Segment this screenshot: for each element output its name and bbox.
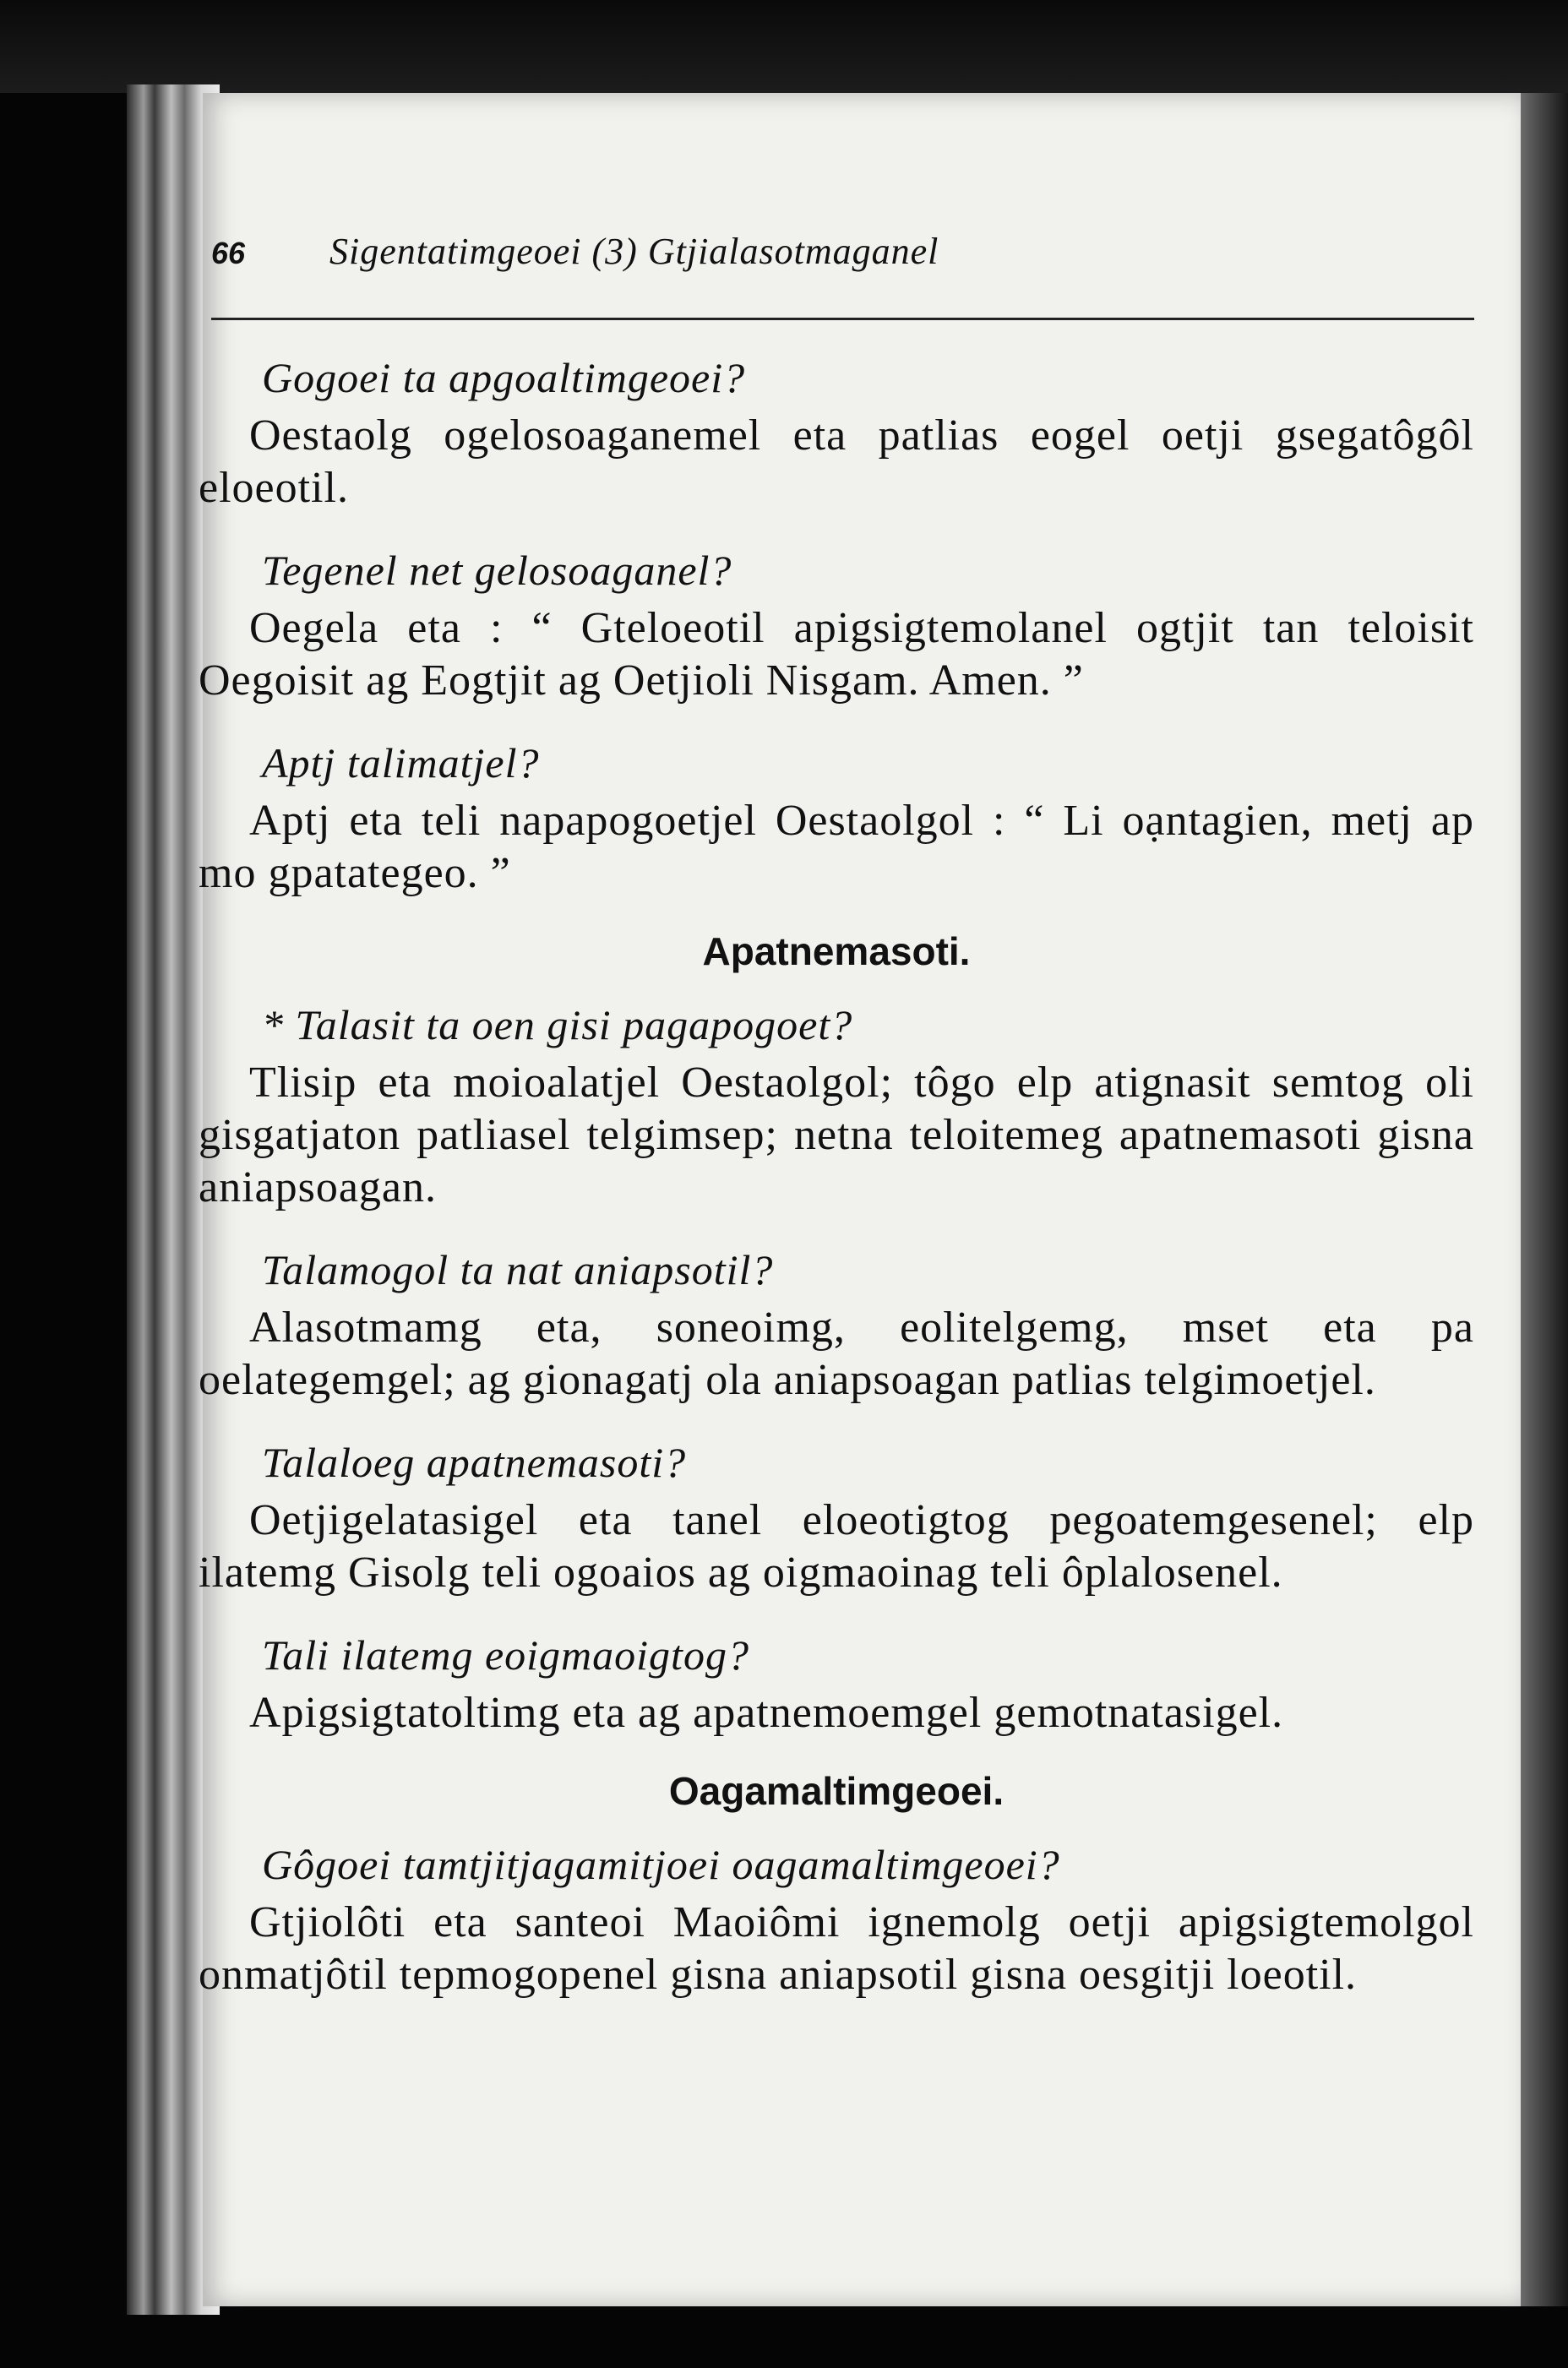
answer: Aptj eta teli napapogoetjel Oestaolgol : “ Li oạntagien, metj ap mo gpatategeo. ”	[199, 797, 1474, 897]
question: Tali ilatemg eoigmaoigtog?	[262, 1631, 749, 1679]
answer: Gtjiolôti eta santeoi Maoiômi ignemolg oetji apigsigtemolgol onmatjôtil tepmogopenel gisna aniapsotil gisna oesgitji loeotil.	[199, 1898, 1474, 1999]
scan-top-border	[0, 0, 1568, 93]
answer: Oetjigelatasigel eta tanel eloeotigtog pegoatemgesenel; elp ilatemg Gisolg teli ogoaios ag oigmaoinag teli ôplalosenel.	[199, 1496, 1474, 1597]
answer: Tlisip eta moioalatjel Oestaolgol; tôgo elp atignasit semtog oli gisgatjaton patliasel telgimsep; netna teloitemeg apatnemasoti gisna aniapsoagan.	[199, 1059, 1474, 1211]
question: Gôgoei tamtjitjagamitjoei oagamaltimgeoei?	[262, 1841, 1060, 1888]
question: Tegenel net gelosoaganel?	[262, 547, 732, 594]
answer: Oegela eta : “ Gteloeotil apigsigtemolanel ogtjit tan teloisit Oegoisit ag Eogtjit ag Oetjioli Nisgam. Amen. ”	[199, 604, 1474, 705]
question: Gogoei ta apgoaltimgeoei?	[262, 354, 746, 401]
answer: Alasotmamg eta, soneoimg, eolitelgemg, mset eta pa oelategemgel; ag gionagatj ola aniapsoagan patlias telgimoetjel.	[199, 1304, 1474, 1404]
scan-right-border	[1521, 93, 1568, 2306]
question: Talamogol ta nat aniapsotil?	[262, 1246, 774, 1293]
section-heading: Apatnemasoti.	[702, 929, 971, 973]
question: Talaloeg apatnemasoti?	[262, 1439, 687, 1486]
question: * Talasit ta oen gisi pagapogoet?	[262, 1001, 853, 1048]
header-rule	[211, 318, 1474, 320]
page-header	[211, 230, 1309, 280]
answer: Apigsigtatoltimg eta ag apatnemoemgel gemotnatasigel.	[249, 1689, 1284, 1737]
answer: Oestaolg ogelosoaganemel eta patlias eogel oetji gsegatôgôl eloeotil.	[199, 411, 1474, 512]
page-body	[199, 351, 1474, 2030]
question: Aptj talimatjel?	[262, 739, 540, 787]
running-title: Sigentatimgeoei (3) Gtjialasotmaganel	[329, 231, 939, 272]
section-heading: Oagamaltimgeoei.	[668, 1769, 1004, 1813]
page-number: 66	[211, 236, 246, 270]
